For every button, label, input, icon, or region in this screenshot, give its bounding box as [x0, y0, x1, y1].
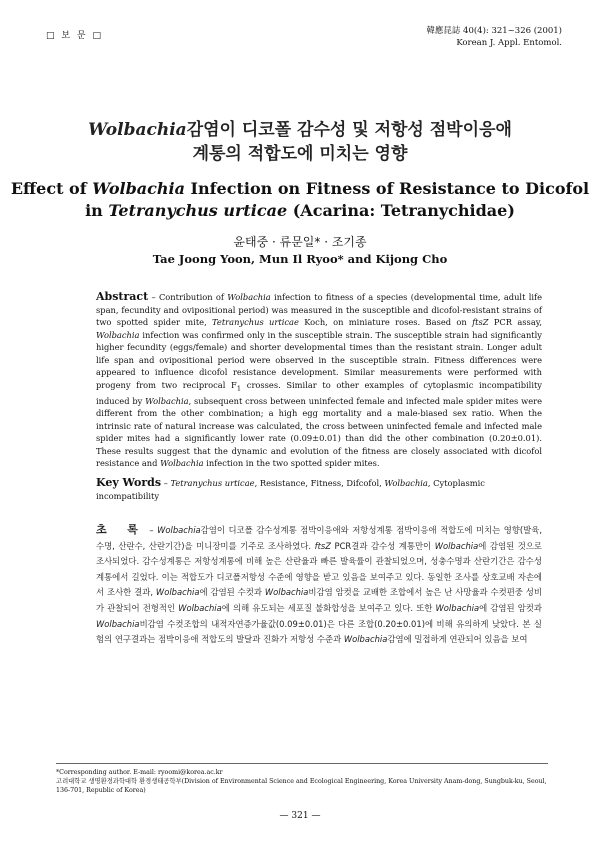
abstract-label: Abstract: [96, 290, 149, 303]
keywords: [96, 477, 542, 502]
footnote-divider: [56, 763, 548, 764]
title-ko-line2: 계통의 적합도에 미치는 영향: [192, 144, 408, 164]
title-en-part: Effect of: [10, 179, 93, 198]
abstract-subscript: 1: [236, 384, 242, 393]
korean-summary: [96, 522, 542, 648]
summary-text: 비감염 암컷을 교배한 조합에서 높은 난 사망율과 수컷편중 성비가 관찰되어 전형적인: [96, 587, 542, 613]
summary-text: 에 의해 유도되는 세포질 불화합성을 보여주고 있다. 또한: [221, 602, 436, 613]
keywords-text: , Cytoplasmic incompatibility: [96, 478, 485, 501]
footnote: [56, 768, 548, 795]
authors-english: Tae Joong Yoon, Mun Il Ryoo* and Kijong Cho: [152, 252, 448, 266]
summary-text: 에 감염된 암컷과: [479, 602, 542, 613]
abstract-text: , subsequent cross between uninfected female and infected male spider mites were different from the other combination; a high egg mortality and a male-biased sex ratio. When the intrinsic rate of natural increase was calculated, the cross between uninfected female and infected male spider mites had a significantly lower rate (0.09±0.01) than did the other combination (0.20±0.01). These results suggest that the dynamic and evolution of the fitness are closely associated with dicofol resistance and: [96, 395, 542, 469]
abstract-text: infection in the two spotted spider mites.: [203, 458, 380, 469]
abstract-text: PCR assay,: [488, 317, 542, 327]
abstract-italic: Wolbachia: [160, 458, 204, 469]
abstract-text: infection was confirmed only in the susceptible strain. The susceptible strain had significantly higher fecundity (eggs/female) and shorter developmental times than the resistant strain. Longer adult life span and ovipositional period were observed in the susceptible strain. Fitness differences were appeared to influence dicofol resistance development. Similar measurements were performed with progeny from two reciprocal F: [96, 329, 542, 390]
summary-italic: Wolbachia: [264, 587, 309, 598]
title-ko-italic: Wolbachia: [88, 120, 187, 140]
title-en-italic: Wolbachia: [92, 179, 185, 198]
summary-text: 에 감염된 것으로 조사되었다. 감수성계통은 저항성계통에 비해 높은 산란율과 빠른 발육률이 관찰되었으며, 성충수명과 산란기간은 감수성계통에서 길었다. 이는 적합도가 디코폴저항성 수준에 영향을 받고 있음을 보여주고 있다. 동일한 조사를 상호교배 자손에서 조사한 결과,: [96, 540, 542, 598]
summary-italic: Wolbachia: [155, 587, 200, 598]
summary-text: 감염에 밀접하게 연관되어 있음을 보여: [387, 634, 528, 645]
summary-text: 에 감염된 수컷과: [199, 587, 265, 598]
english-title: [0, 178, 600, 222]
keywords-text: –: [161, 478, 171, 488]
summary-italic: Wolbachia: [434, 540, 479, 551]
abstract-italic: Wolbachia: [227, 292, 271, 302]
title-en-part: Infection on Fitness of Resistance to Dicofol: [184, 179, 590, 198]
keywords-label: Key Words: [96, 476, 162, 489]
journal-en: Korean J. Appl. Entomol.: [456, 38, 562, 48]
keywords-text: , Resistance, Fitness, Difcofol,: [254, 478, 385, 488]
summary-italic: Wolbachia: [96, 618, 140, 629]
journal-citation: [426, 25, 562, 49]
summary-italic: Wolbachia: [435, 602, 480, 613]
title-ko-line1: 감염이 디코폴 감수성 및 저항성 점박이응애: [186, 120, 512, 140]
summary-text: 비감염 수컷조합의 내적자연증가율값(0.09±0.01)은 다른 조합(0.20±0.01)에 비해 유의하게 낮았다. 본 실험의 연구결과는 점박이응애 적합도의 발달과 진화가 저항성 수준과: [96, 618, 542, 645]
summary-italic: Wolbachia: [178, 602, 222, 613]
abstract-italic: Tetranychus urticae: [212, 317, 299, 327]
authors-korean: 윤태중 · 류문일* · 조기종: [233, 235, 367, 249]
corresponding-author: *Corresponding author. E-mail: ryoomi@korea.ac.kr: [56, 769, 223, 776]
title-en-italic: Tetranychus urticae: [108, 201, 288, 220]
title-en-part: in: [85, 201, 109, 220]
abstract: [96, 291, 542, 470]
abstract-text: crosses. Similar to other examples of cytoplasmic incompatibility induced by: [96, 379, 542, 406]
journal-ko: 韓應昆誌 40(4): 321~326 (2001): [426, 26, 562, 36]
korean-title: [0, 118, 600, 166]
abstract-text: – Contribution of: [148, 292, 228, 302]
keywords-italic: Tetranychus urticae: [170, 478, 255, 488]
section-label: □ 보 문 □: [46, 31, 103, 41]
summary-italic: ftsZ: [314, 540, 331, 551]
summary-italic: Wolbachia: [157, 525, 201, 535]
abstract-italic: ftsZ: [472, 317, 489, 327]
abstract-italic: Wolbachia: [96, 329, 140, 340]
summary-italic: Wolbachia: [343, 634, 388, 645]
abstract-text: Koch, on miniature roses. Based on: [298, 317, 473, 327]
summary-text: –: [145, 525, 158, 535]
keywords-italic: Wolbachia: [384, 478, 428, 488]
summary-label: 초 록: [96, 523, 146, 536]
abstract-text: infection to fitness of a species (developmental time, adult life span, fecundity and ovipositional period) was measured in the susceptible and dicofol-resistant strains of two spotted spider mite,: [96, 292, 542, 327]
title-en-part: (Acarina: Tetranychidae): [287, 201, 515, 220]
summary-text: 감염이 디코폴 감수성계통 점박이응애와 저항성계통 점박이응애 적합도에 미치는 영향(발육, 수명, 산란수, 산란기간)을 미니장미를 기주로 조사하였다.: [96, 525, 542, 551]
page-number: — 321 —: [279, 811, 321, 821]
abstract-italic: Wolbachia: [145, 395, 189, 406]
summary-text: PCR결과 감수성 계통만이: [330, 540, 435, 551]
affiliation: 고려대학교 생명환경과학대학 환경생태공학부(Division of Environmental Science and Ecological Engineering, Korea University Anam-dong, Sungbuk-ku, Seoul, 136-701, Republic of Korea): [56, 778, 547, 794]
